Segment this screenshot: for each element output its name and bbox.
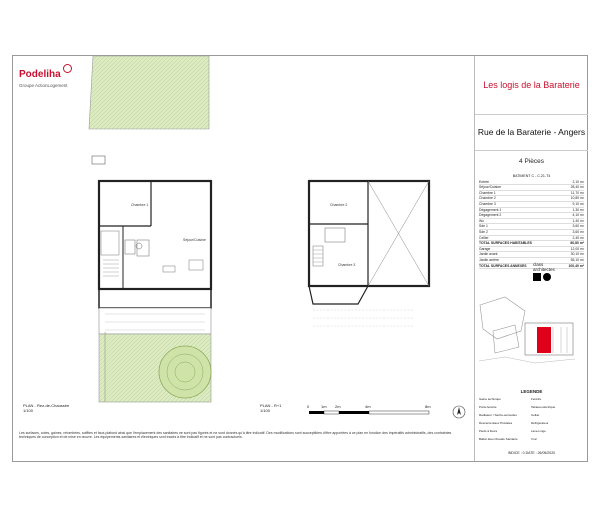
surface-value: 2,10 m² [572,179,584,184]
architect-mark-icon [533,273,555,282]
scale-label: 8m [425,404,431,409]
room-label-chambre2: Chambre 2 [330,203,348,207]
surface-value: 9,10 m² [572,201,584,206]
location-map [475,291,588,381]
surface-label: Dégagement 2 [479,213,502,218]
legend-item: Radiateur / Sèche-serviettes [479,413,517,417]
surface-value: 55,10 m² [570,257,584,262]
legend-item: Vmc [531,437,537,441]
surface-label: Entrée [479,179,489,184]
legend [479,397,585,445]
upper-floor-title [260,403,281,413]
surface-label: Dégagement 1 [479,207,502,212]
surface-value: 11,70 m² [570,190,584,195]
surface-value: 100,40 m² [568,263,584,268]
legend-item: Pieds à fleurs [479,429,498,433]
surface-value: 2,40 m² [572,235,584,240]
legend-item: Gaine technique [479,397,501,401]
revision-index: INDICE : 0 DATE : 26/05/2020 [507,451,556,455]
logo-subtitle: Groupe ActionLogement [19,83,68,88]
legend-item: Descente Eaux Pluviales [479,421,513,425]
surface-label: TOTAL SURFACES HABITABLES [479,241,532,246]
surface-label: Sde 2 [479,229,488,234]
surface-label: Wc [479,218,484,223]
architect-logo [533,262,555,282]
legend-item: Fenêtre [531,397,542,401]
title-block [474,56,588,461]
surface-label: Chambre 2 [479,196,496,201]
legend-item: Lave-Linge [531,429,546,433]
ground-floor-title [23,403,69,413]
surface-row [479,264,584,270]
architect-line2: architectes [533,267,555,272]
room-label-chambre3: Chambre 3 [338,263,356,267]
surface-value: 10,80 m² [570,196,584,201]
scale-label: 0 [307,404,310,409]
ground-plan-name: PLAN - Rez-de-Chaussée [23,403,70,408]
floor-plans-drawing [13,56,473,461]
project-street: Rue de la Baraterie - Angers [475,114,588,151]
surface-value: 80,80 m² [570,241,584,246]
surface-value: 3,60 m² [572,229,584,234]
surface-label: Jardin avant [479,252,498,257]
surface-label: Chambre 3 [479,201,496,206]
unit-code: BATIMENT C - C.21-T4 [512,174,551,178]
upper-plan-name: PLAN - R+1 [260,403,282,408]
surface-value: 1,30 m² [572,207,584,212]
surface-label: Séjour/Cuisine [479,185,502,190]
room-label-sejour: Séjour/Cuisine [183,238,206,242]
room-label-chambre1: Chambre 1 [131,203,149,207]
surface-label: Garage [479,246,491,251]
surface-label: Chambre 1 [479,190,496,195]
legend-item: Ballon Eau Chaude Sanitaire [479,437,518,441]
scale-label: 4m [365,404,371,409]
architect-line1: class [533,262,544,267]
garage-door [92,156,105,164]
surface-value: 12,00 m² [570,246,584,251]
scale-label: 2m [335,404,341,409]
legend-item: Réfrigérateur [531,421,549,425]
plan-sheet [12,55,588,462]
unit-header [475,150,588,172]
legend-item: Porte-fenêtre [479,405,497,409]
front-garden [89,56,209,129]
unit-type: 4 Pièces [519,157,544,165]
surface-label: Sde 1 [479,224,488,229]
north-arrow-icon [453,406,465,418]
logo-name: Podeliha [19,69,61,80]
surface-value: 3,60 m² [572,224,584,229]
surface-label: TOTAL SURFACES ANNEXES [479,263,527,268]
project-title: Les logis de la Baraterie [475,56,588,115]
surface-table [479,174,584,269]
unit-location-highlight [537,327,551,353]
scale-bar [309,411,429,414]
legend-title: LEGENDE [520,389,543,394]
surface-value: 28,40 m² [570,185,584,190]
upper-floor-outline [309,181,429,286]
surface-value: 30,10 m² [570,252,584,257]
scale-label: 1m [321,404,327,409]
ground-floor-outline [99,181,211,289]
legend-item: Tableau électrique [531,405,556,409]
surface-label: Cellier [479,235,489,240]
ground-plan-scale: 1/100 [23,408,34,413]
disclaimer-text: Les surfaces, cotes, gaines, retombées, soffites et faux-plafond ainsi que l'emplacement des sanitaires ne sont pas figurés et ne sont donnés qu'à titre indicatif. Des modifications sont susceptibles d'être apportées à ce plan en fonction des impératifs administratifs, des contraintes techniques de conception et de mise en œuvre. Les équipements sanitaires et électriques sont tracés à titre indicatif et ne sont pas contractuels. [19,431,452,440]
surface-value: 4,10 m² [572,213,584,218]
surface-label: Jardin arrière [479,257,499,262]
upper-plan-scale: 1/100 [260,408,271,413]
legend-item: Cellier [531,413,540,417]
surface-value: 1,40 m² [572,218,584,223]
